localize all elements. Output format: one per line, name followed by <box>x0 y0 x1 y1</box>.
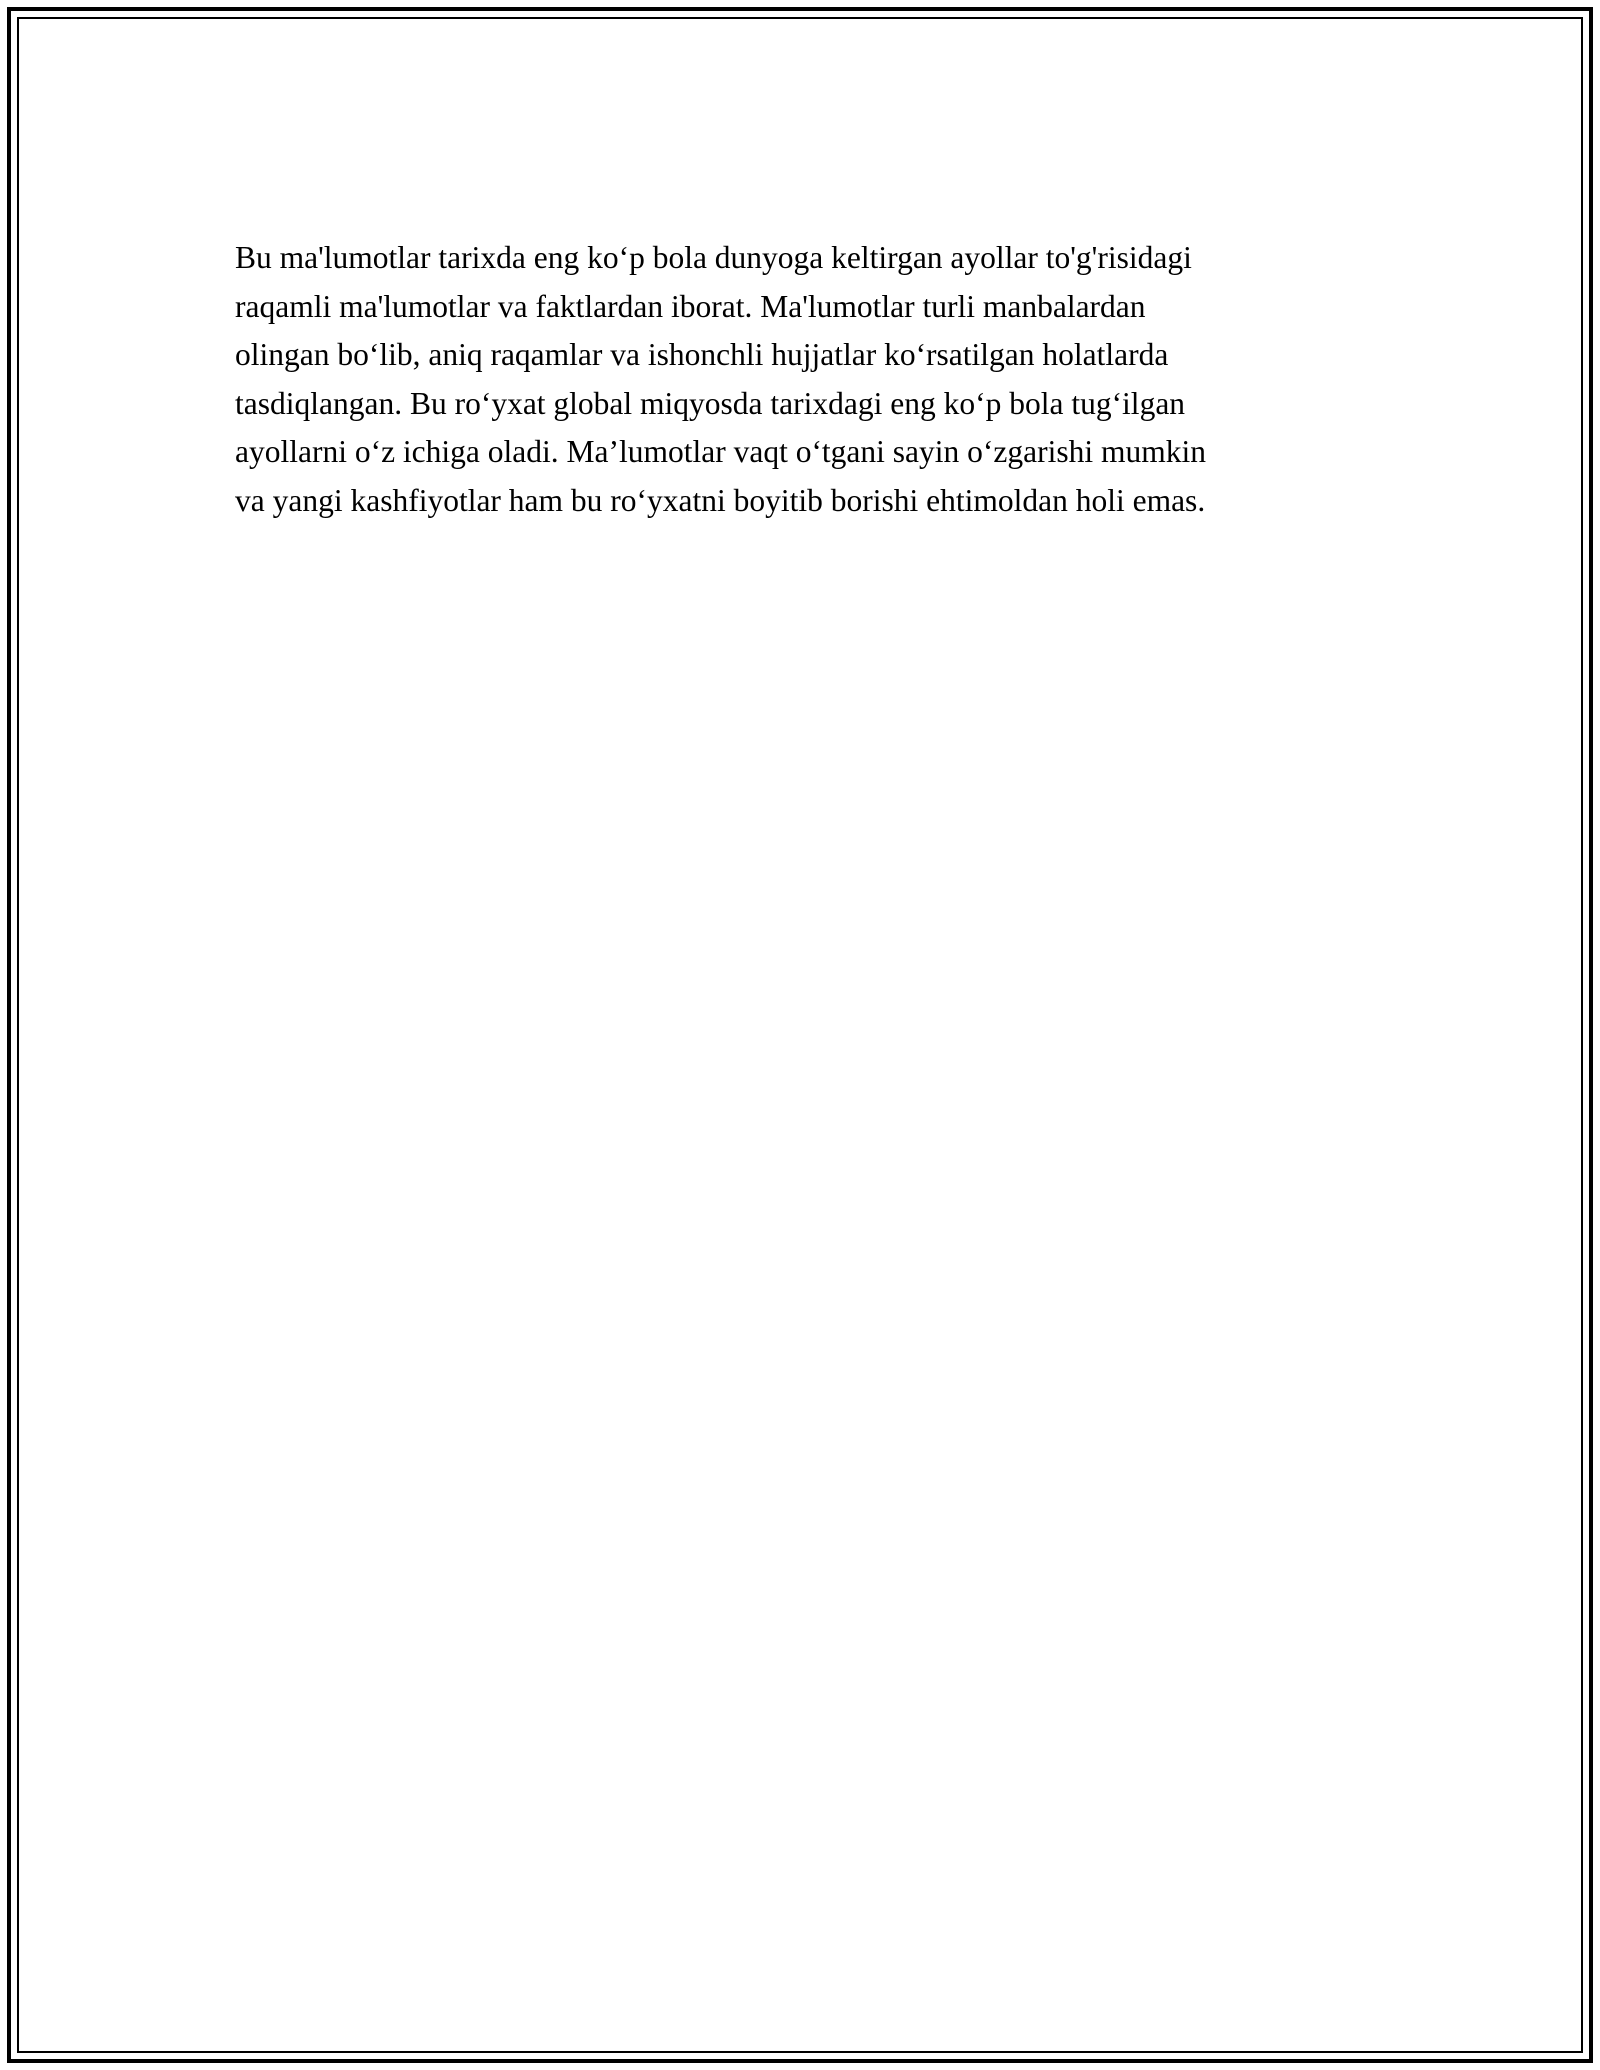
paragraph-line: tasdiqlangan. Bu ro‘yxat global miqyosda tarixdagi eng ko‘p bola tug‘ilgan <box>235 385 1186 421</box>
paragraph-line: olingan bo‘lib, aniq raqamlar va ishonchli hujjatlar ko‘rsatilgan holatlarda <box>235 337 1169 372</box>
paragraph-line: raqamli ma'lumotlar va faktlardan iborat. Ma'lumotlar turli manbalardan <box>235 288 1146 324</box>
paragraph-line: Bu ma'lumotlar tarixda eng ko‘p bola dunyoga keltirgan ayollar to'g'risidagi <box>235 240 1192 275</box>
paragraph-line: ayollarni o‘z ichiga oladi. Ma’lumotlar vaqt o‘tgani sayin o‘zgarishi mumkin <box>235 434 1206 469</box>
body-paragraph <box>235 234 1395 525</box>
paragraph-line: va yangi kashfiyotlar ham bu ro‘yxatni boyitib borishi ehtimoldan holi emas. <box>235 482 1206 518</box>
